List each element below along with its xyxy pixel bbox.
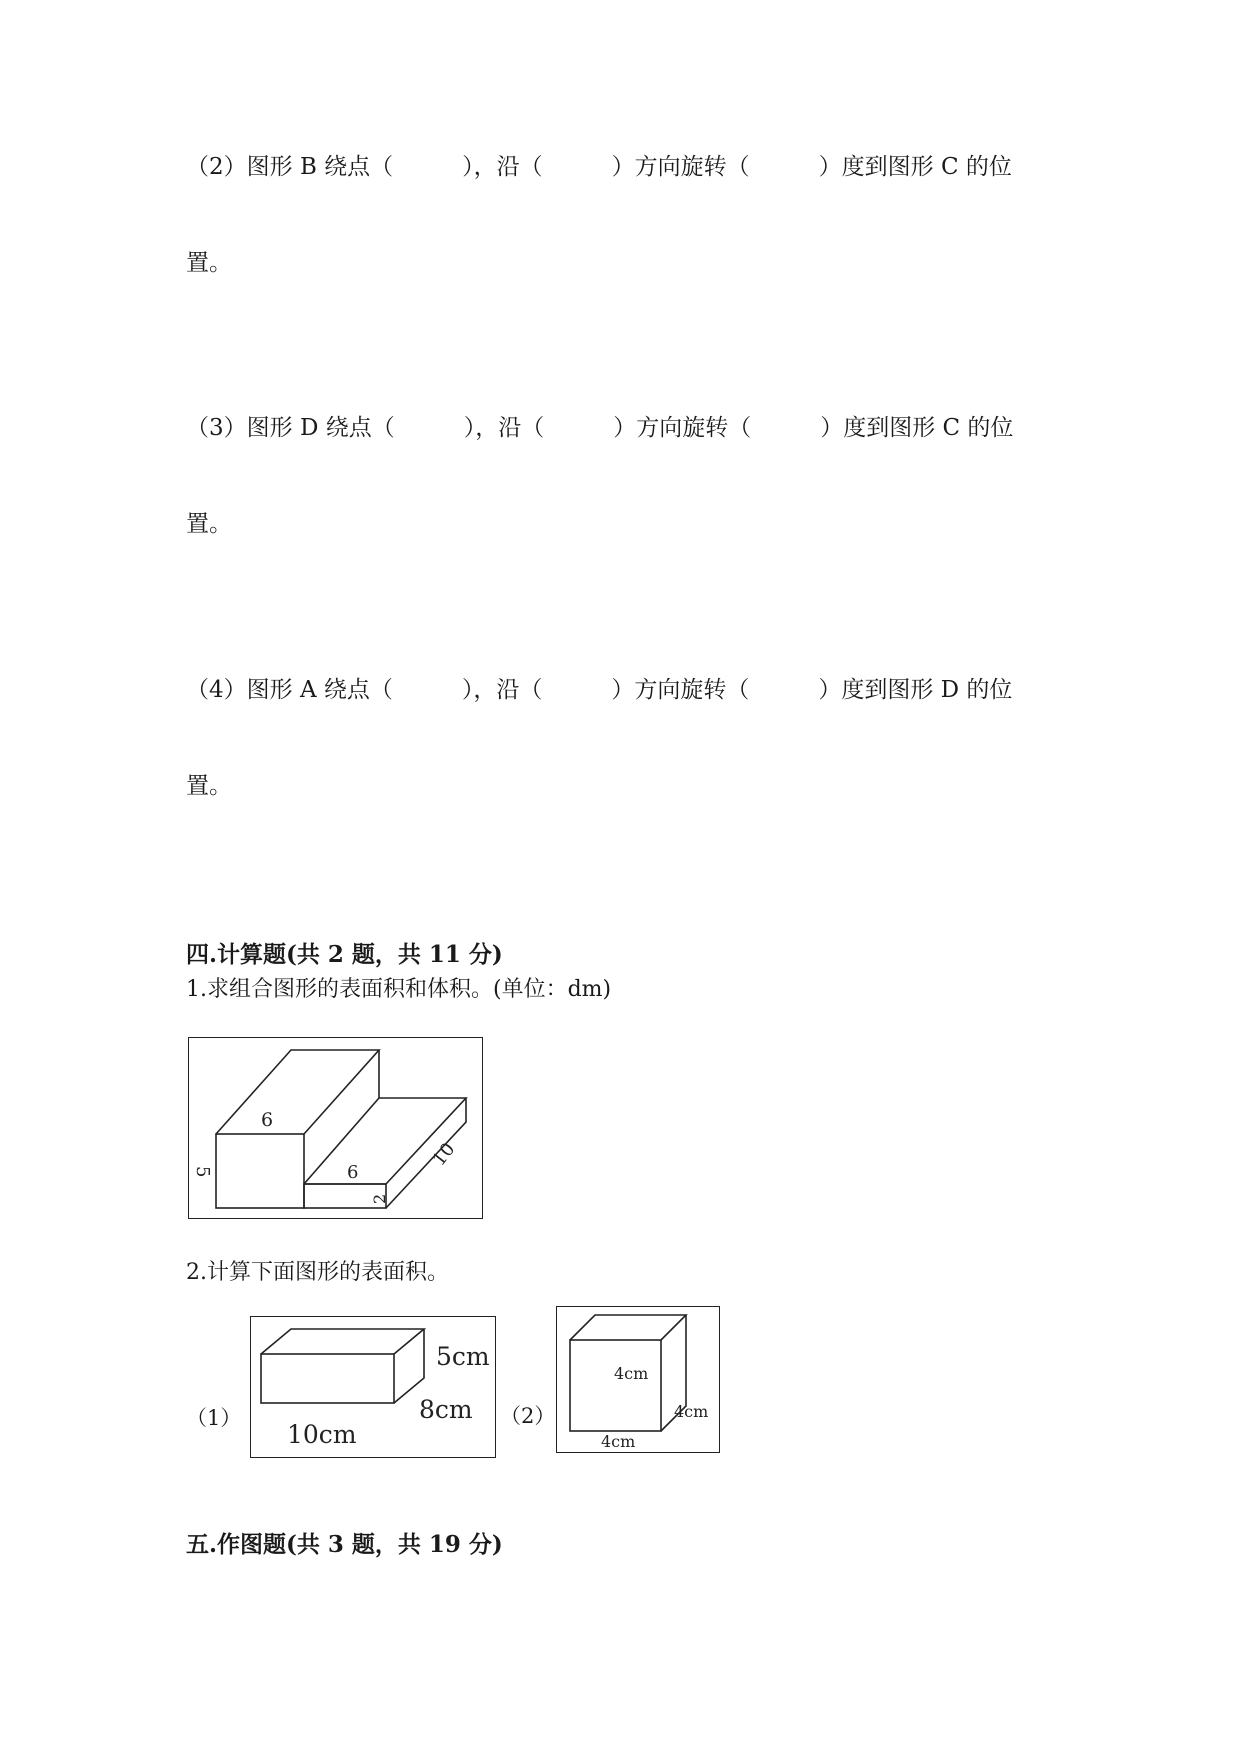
combined-solid-drawing: [189, 1038, 482, 1218]
cuboid-depth-label: 8cm: [419, 1395, 473, 1424]
label-step-height: 2: [370, 1193, 389, 1204]
question-2-text: （2）图形 B 绕点（ ），沿（ ）方向旋转（ ）度到图形 C 的位: [186, 154, 1012, 180]
cuboid-drawing: [251, 1317, 495, 1457]
cuboid-figure: [250, 1316, 496, 1458]
cube-drawing: [557, 1307, 719, 1452]
question-4-continuation: 置。: [186, 773, 232, 799]
cuboid-height-label: 5cm: [436, 1342, 490, 1371]
sub-1-label: （1）: [186, 1406, 242, 1430]
cube-depth-label: 4cm: [674, 1402, 709, 1421]
cube-figure: [556, 1306, 720, 1453]
problem-2-text: 2.计算下面图形的表面积。: [186, 1260, 449, 1285]
section-4-title: 四.计算题(共 2 题，共 11 分): [186, 941, 503, 968]
cube-height-label: 4cm: [614, 1364, 649, 1383]
label-height: 5: [192, 1166, 213, 1178]
combined-solid-figure: [188, 1037, 483, 1219]
question-2-continuation: 置。: [186, 250, 232, 276]
label-top-depth: 6: [261, 1109, 274, 1131]
question-3-text: （3）图形 D 绕点（ ），沿（ ）方向旋转（ ）度到图形 C 的位: [186, 415, 1014, 441]
question-4-text: （4）图形 A 绕点（ ），沿（ ）方向旋转（ ）度到图形 D 的位: [186, 677, 1013, 703]
problem-1-text: 1.求组合图形的表面积和体积。(单位：dm): [186, 977, 612, 1002]
label-step-width: 6: [347, 1162, 359, 1183]
cuboid-length-label: 10cm: [287, 1420, 357, 1449]
section-5-title: 五.作图题(共 3 题，共 19 分): [186, 1531, 503, 1558]
sub-2-label: （2）: [500, 1404, 556, 1428]
cube-length-label: 4cm: [601, 1432, 636, 1451]
question-3-continuation: 置。: [186, 511, 232, 537]
label-length: 10: [428, 1138, 460, 1170]
